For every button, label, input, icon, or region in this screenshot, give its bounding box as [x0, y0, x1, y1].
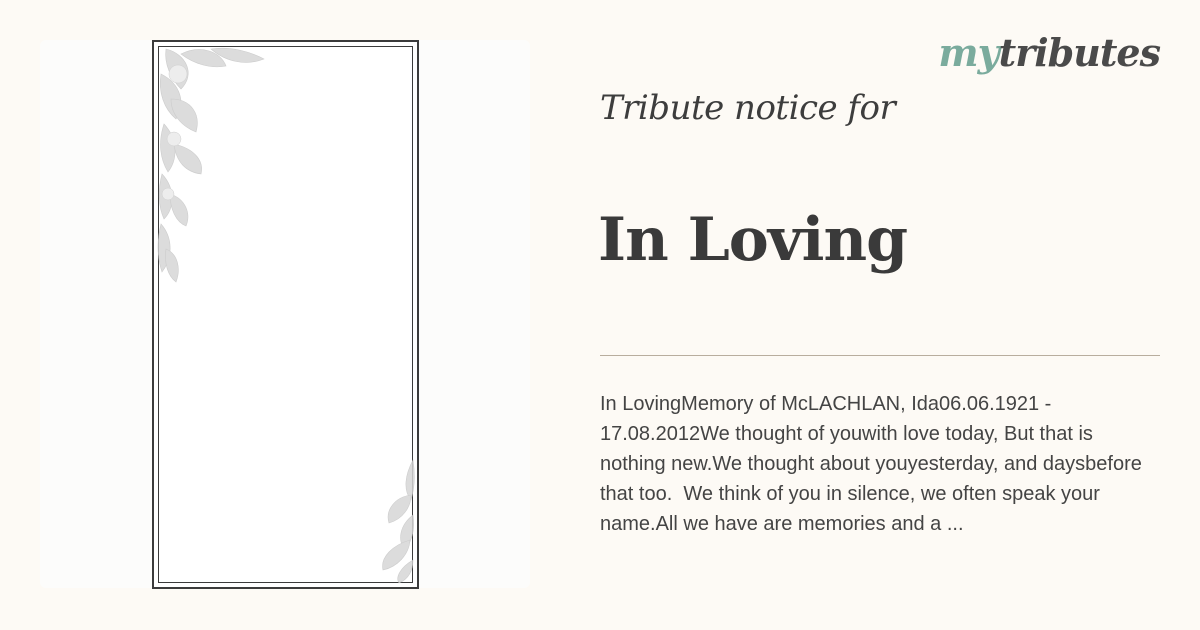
deceased-name: In Loving	[598, 205, 908, 275]
section-divider	[600, 355, 1160, 356]
logo-prefix: my	[938, 30, 999, 75]
notice-excerpt: In LovingMemory of McLACHLAN, Ida06.06.1921 - 17.08.2012We thought of youwith love today, But that is nothing new.We thought about youyesterday, and daysbefore that too. We think of you in silence, we often speak your name.All we have are memories and a ...	[600, 393, 1148, 535]
mytributes-logo[interactable]	[938, 30, 1160, 75]
floral-border-icon	[156, 44, 276, 294]
notice-image-card	[40, 40, 530, 588]
logo-suffix: tributes	[998, 30, 1160, 75]
tribute-eyebrow: Tribute notice for	[600, 88, 896, 128]
floral-corner-icon	[365, 455, 415, 585]
notice-frame	[152, 40, 419, 589]
